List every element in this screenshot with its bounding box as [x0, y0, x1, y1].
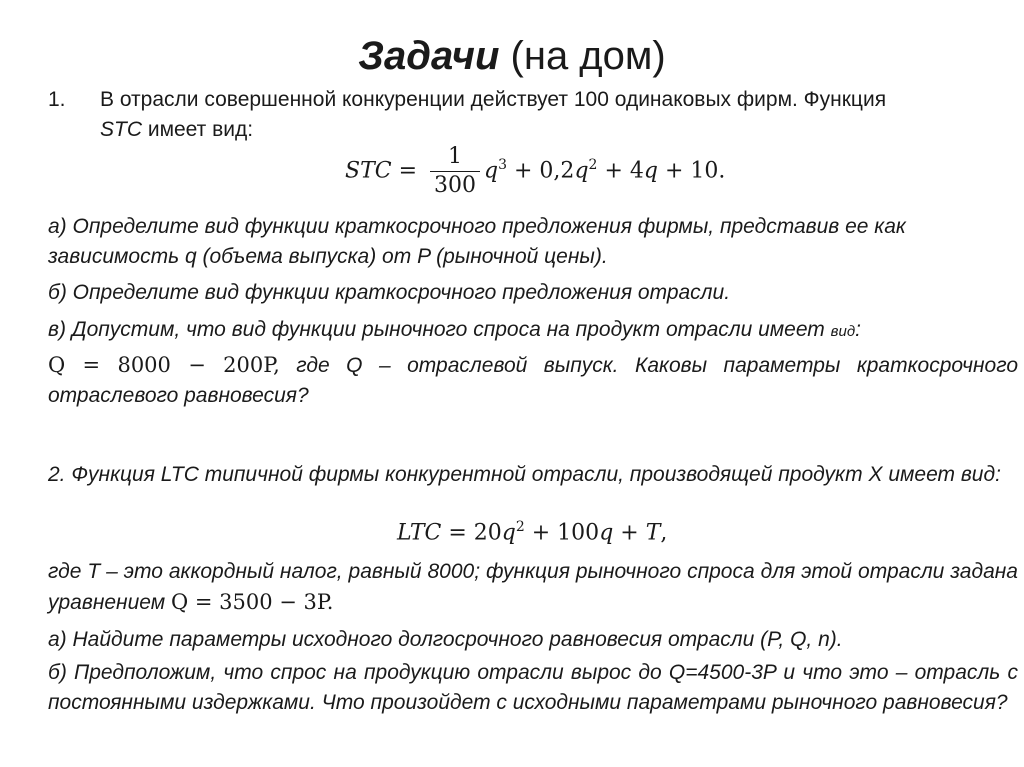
task2-part-b: б) Предположим, что спрос на продукцию отрасли вырос до Q=4500-3P и что это – отрасль с постоянными издержками. Что произойдет с исходными параметрами рыночного равновесия? — [48, 661, 1018, 714]
title-bold: Задачи — [358, 34, 500, 78]
ltc-lhs: LTC — [397, 520, 442, 546]
task1-stc-label: STC — [100, 118, 142, 141]
task2-part-a: а) Найдите параметры исходного долгосрочного равновесия отрасли (P, Q, n). — [48, 628, 843, 651]
ltc-formula — [397, 519, 667, 545]
frac-denominator: 300 — [434, 173, 476, 198]
task1-part-v-colon: : — [855, 318, 861, 341]
ltc-comma: , — [660, 520, 668, 546]
task2-intro: 2. Функция LTC типичной фирмы конкурентной отрасли, производящей продукт X имеет вид: — [48, 463, 1001, 486]
frac-numerator: 1 — [430, 143, 480, 172]
task2-where — [48, 557, 1018, 618]
ltc-term2: + 100 — [524, 520, 600, 546]
task1-line1: В отрасли совершенной конкуренции действует 100 одинаковых фирм. Функция — [100, 88, 887, 111]
task1-number: 1. — [48, 88, 66, 111]
task1-line2-rest: имеет вид: — [142, 118, 254, 141]
task1-demand-formula: Q = 8000 − 200P, — [48, 353, 280, 377]
stc-formula — [345, 143, 725, 200]
stc-eq: = — [391, 158, 424, 184]
task1-line2 — [100, 115, 1000, 145]
task1-statement — [100, 85, 1000, 145]
task1-part-b: б) Определите вид функции краткосрочного предложения отрасли. — [48, 281, 731, 304]
task2-where-text: где T – это аккордный налог, равный 8000; функция рыночного спроса для этой отрасли задана уравнением — [48, 560, 1018, 614]
stc-lhs: STC — [345, 158, 392, 184]
ltc-exp2: 2 — [515, 519, 525, 535]
stc-exp3: 3 — [498, 157, 508, 174]
stc-q2: q — [574, 158, 589, 184]
stc-fraction — [430, 143, 480, 200]
stc-term3: + 4 — [597, 158, 644, 184]
stc-term2: + 0,2 — [507, 158, 575, 184]
ltc-eq: = 20 — [441, 520, 502, 546]
task1-part-v-small: вид — [830, 323, 856, 340]
task1-part-v-cont — [48, 350, 1018, 411]
title-rest: (на дом) — [499, 34, 666, 78]
stc-q3: q — [643, 158, 658, 184]
ltc-q1: q — [501, 520, 516, 546]
stc-term4: + 10. — [657, 158, 726, 184]
ltc-q2: q — [599, 520, 614, 546]
stc-q1: q — [484, 158, 499, 184]
task1-part-v-text: в) Допустим, что вид функции рыночного спроса на продукт отрасли имеет — [48, 318, 831, 341]
ltc-term3: + — [613, 520, 646, 546]
ltc-T: T — [645, 520, 661, 546]
task1-part-a: а) Определите вид функции краткосрочного предложения фирмы, представив ее как зависимость q (объема выпуска) от P (рыночной цены). — [48, 215, 906, 268]
stc-exp2: 2 — [588, 157, 598, 174]
page-title — [0, 30, 1024, 82]
task1-part-v-rest: где Q – отраслевой выпуск. Каковы параметры краткосрочного отраслевого равновесия? — [48, 354, 1019, 407]
task2-demand-formula: Q = 3500 − 3P. — [170, 590, 334, 614]
task1-part-v — [48, 315, 1018, 347]
